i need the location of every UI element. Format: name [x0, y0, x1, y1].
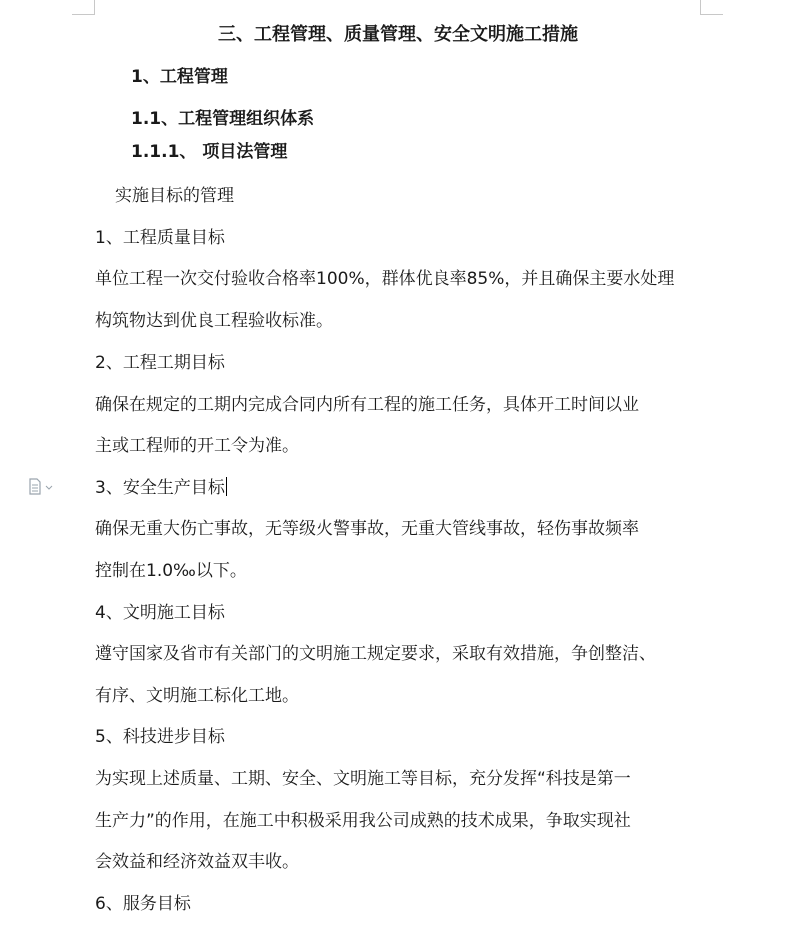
body-line: 为实现上述质量、工期、安全、文明施工等目标，充分发挥“科技是第一 [95, 769, 631, 789]
section-heading: 6、服务目标 [95, 894, 191, 914]
body-line: 确保无重大伤亡事故，无等级火警事故，无重大管线事故，轻伤事故频率 [95, 519, 639, 539]
body-line: 确保在规定的工期内完成合同内所有工程的施工任务，具体开工时间以业 [95, 395, 639, 415]
page-corner-mark-top-right [700, 0, 723, 15]
body-line: 控制在1.0‰以下。 [95, 561, 247, 581]
body-line: 主或工程师的开工令为准。 [95, 436, 299, 456]
section-heading: 3、安全生产目标 [95, 478, 225, 498]
section-heading: 5、科技进步目标 [95, 727, 225, 747]
section-heading-with-cursor[interactable] [95, 477, 227, 499]
heading-1-1: 1.1、工程管理组织体系 [131, 109, 315, 129]
heading-1-1-1: 1.1.1、 项目法管理 [131, 142, 288, 162]
section-heading: 1、工程质量目标 [95, 228, 225, 248]
body-line: 会效益和经济效益双丰收。 [95, 852, 299, 872]
body-line: 生产力”的作用，在施工中积极采用我公司成熟的技术成果，争取实现社 [95, 811, 631, 831]
body-line: 构筑物达到优良工程验收标准。 [95, 311, 333, 331]
body-line: 单位工程一次交付验收合格率100%，群体优良率85%，并且确保主要水处理 [95, 269, 675, 289]
document-icon[interactable] [28, 478, 54, 496]
page-corner-mark-top-left [72, 0, 95, 15]
body-line: 有序、文明施工标化工地。 [95, 686, 299, 706]
text-cursor [226, 477, 227, 496]
section-heading: 4、文明施工目标 [95, 603, 225, 623]
body-line: 遵守国家及省市有关部门的文明施工规定要求，采取有效措施，争创整洁、 [95, 644, 656, 664]
intro-text: 实施目标的管理 [115, 186, 234, 206]
heading-1: 1、工程管理 [131, 67, 228, 87]
document-title: 三、工程管理、质量管理、安全文明施工措施 [218, 24, 578, 45]
section-heading: 2、工程工期目标 [95, 353, 225, 373]
